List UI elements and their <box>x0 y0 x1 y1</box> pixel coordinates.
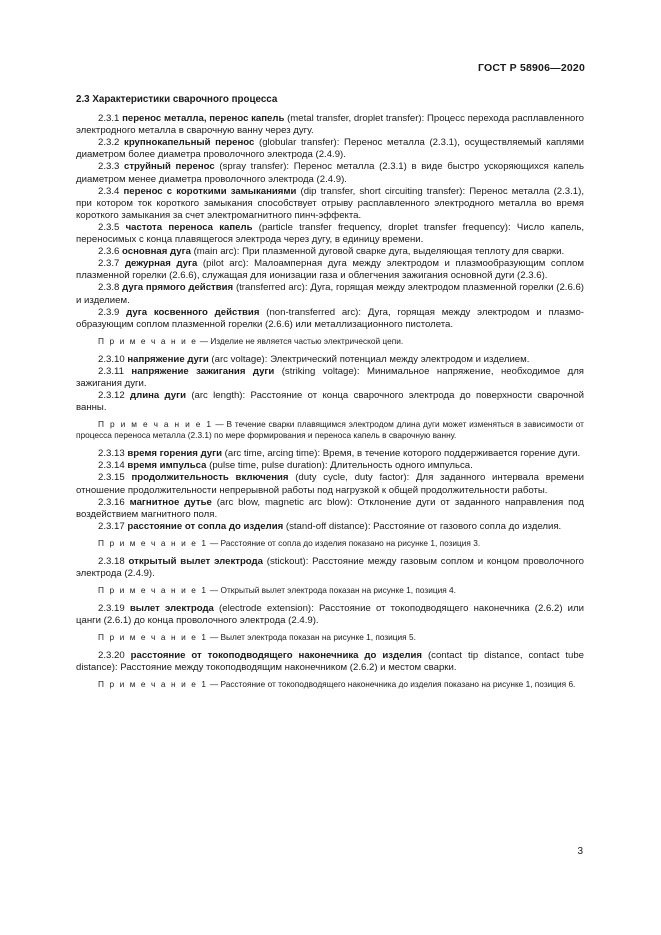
definition-2-3-12: 2.3.12 длина дуги (arc length): Расстояние от конца сварочного электрода до поверхности сварочной ванны. <box>76 390 584 414</box>
note-2-3-20: П р и м е ч а н и е 1 — Расстояние от токоподводящего наконечника до изделия показано на рисунке 1, позиция 6. <box>98 679 576 690</box>
definition-2-3-5: 2.3.5 частота переноса капель (particle transfer frequency, droplet transfer frequency): Число капель, переносимых с конца плавящегося электрода через дугу, в единицу времени. <box>76 221 585 246</box>
definition-2-3-8: 2.3.8 дуга прямого действия (transferred arc): Дуга, горящая между электродом плазменной горелки (2.6.6) и изделием. <box>76 282 584 306</box>
document-code: ГОСТ Р 58906—2020 <box>477 62 585 74</box>
definition-2-3-11: 2.3.11 напряжение зажигания дуги (striking voltage): Минимальное напряжение, необходимое для зажигания дуги. <box>76 365 584 389</box>
definition-2-3-19: 2.3.19 вылет электрода (electrode extension): Расстояние от токоподводящего наконечника (2.6.2) или цанги (2.6.1) до конца проволочного электрода (2.4.9). <box>76 603 584 627</box>
note-2-3-9: П р и м е ч а н и е — Изделие не является частью электрической цепи. <box>98 335 404 346</box>
definition-2-3-6: 2.3.6 основная дуга (main arc): При плазменной дуговой сварке дуга, выделяющая теплоту для сварки. <box>98 246 565 258</box>
definition-2-3-14: 2.3.14 время импульса (pulse time, pulse duration): Длительность одного импульса. <box>98 460 473 472</box>
definition-2-3-16: 2.3.16 магнитное дутье (arc blow, magnetic arc blow): Отклонение дуги от заданного направления под воздействием магнитного поля. <box>76 496 584 520</box>
page-number: 3 <box>577 846 583 857</box>
definition-2-3-18: 2.3.18 открытый вылет электрода (stickout): Расстояние между газовым соплом и концом проволочного электрода (2.4.9). <box>76 555 585 579</box>
note-2-3-12: П р и м е ч а н и е 1 — В течение сварки плавящимся электродом длина дуги может изменяться в зависимости от процесса переноса металла (2.3.1) по мере формирования и переноса капель в сварочную ванну. <box>76 419 584 441</box>
definition-2-3-15: 2.3.15 продолжительность включения (duty cycle, duty factor): Для заданного интервала времени отношение продолжительности непрерывной работы под нагрузкой к общей продолжительности работы. <box>76 472 585 496</box>
definition-2-3-10: 2.3.10 напряжение дуги (arc voltage): Электрический потенциал между электродом и изделием. <box>98 353 530 365</box>
document-body <box>76 94 584 697</box>
definition-2-3-20: 2.3.20 расстояние от токоподводящего наконечника до изделия (contact tip distance, contact tube distance): Расстояние между токоподводящим наконечником (2.6.2) и местом сварки. <box>76 650 584 674</box>
definition-2-3-2: 2.3.2 крупнокапельный перенос (globular transfer): Перенос металла (2.3.1), осуществляемый каплями диаметром более диаметра проволочного электрода (2.4.9). <box>76 137 584 161</box>
note-2-3-17: П р и м е ч а н и е 1 — Расстояние от сопла до изделия показано на рисунке 1, позиция 3. <box>98 537 481 548</box>
note-2-3-19: П р и м е ч а н и е 1 — Вылет электрода показан на рисунке 1, позиция 5. <box>98 632 416 643</box>
definition-2-3-13: 2.3.13 время горения дуги (arc time, arcing time): Время, в течение которого поддерживается горение дуги. <box>98 448 581 460</box>
definition-2-3-1: 2.3.1 перенос металла, перенос капель (metal transfer, droplet transfer): Процесс перехода расплавленного электродного металла в сварочную ванну через дугу. <box>76 113 584 137</box>
definition-2-3-17: 2.3.17 расстояние от сопла до изделия (stand-off distance): Расстояние от газового сопла до изделия. <box>98 520 562 532</box>
definition-2-3-4: 2.3.4 перенос с короткими замыканиями (dip transfer, short circuiting transfer): Перенос металла (2.3.1), при котором ток короткого замыкания способствует отрыву расплавленного электродного металла во время короткого замыкания за счет электромагнитного пинч-эффекта. <box>76 185 584 221</box>
note-2-3-18: П р и м е ч а н и е 1 — Открытый вылет электрода показан на рисунке 1, позиция 4. <box>98 585 456 596</box>
section-title: 2.3 Характеристики сварочного процесса <box>76 94 278 105</box>
definition-2-3-9: 2.3.9 дуга косвенного действия (non-transferred arc): Дуга, горящая между электродом и плазмообразующим соплом плазменной горелки (2.6.6) или металлизационного пистолета. <box>76 306 584 330</box>
definition-2-3-7: 2.3.7 дежурная дуга (pilot arc): Малоамперная дуга между электродом и плазмообразующим соплом плазменной горелки (2.6.6), служащая для ионизации газа и облегчения зажигания основной дуги (2.3.6). <box>76 258 585 282</box>
definition-2-3-3: 2.3.3 струйный перенос (spray transfer): Перенос металла (2.3.1) в виде быстро ускоряющихся капель диаметром менее диаметра проволочного электрода (2.4.9). <box>76 161 585 185</box>
